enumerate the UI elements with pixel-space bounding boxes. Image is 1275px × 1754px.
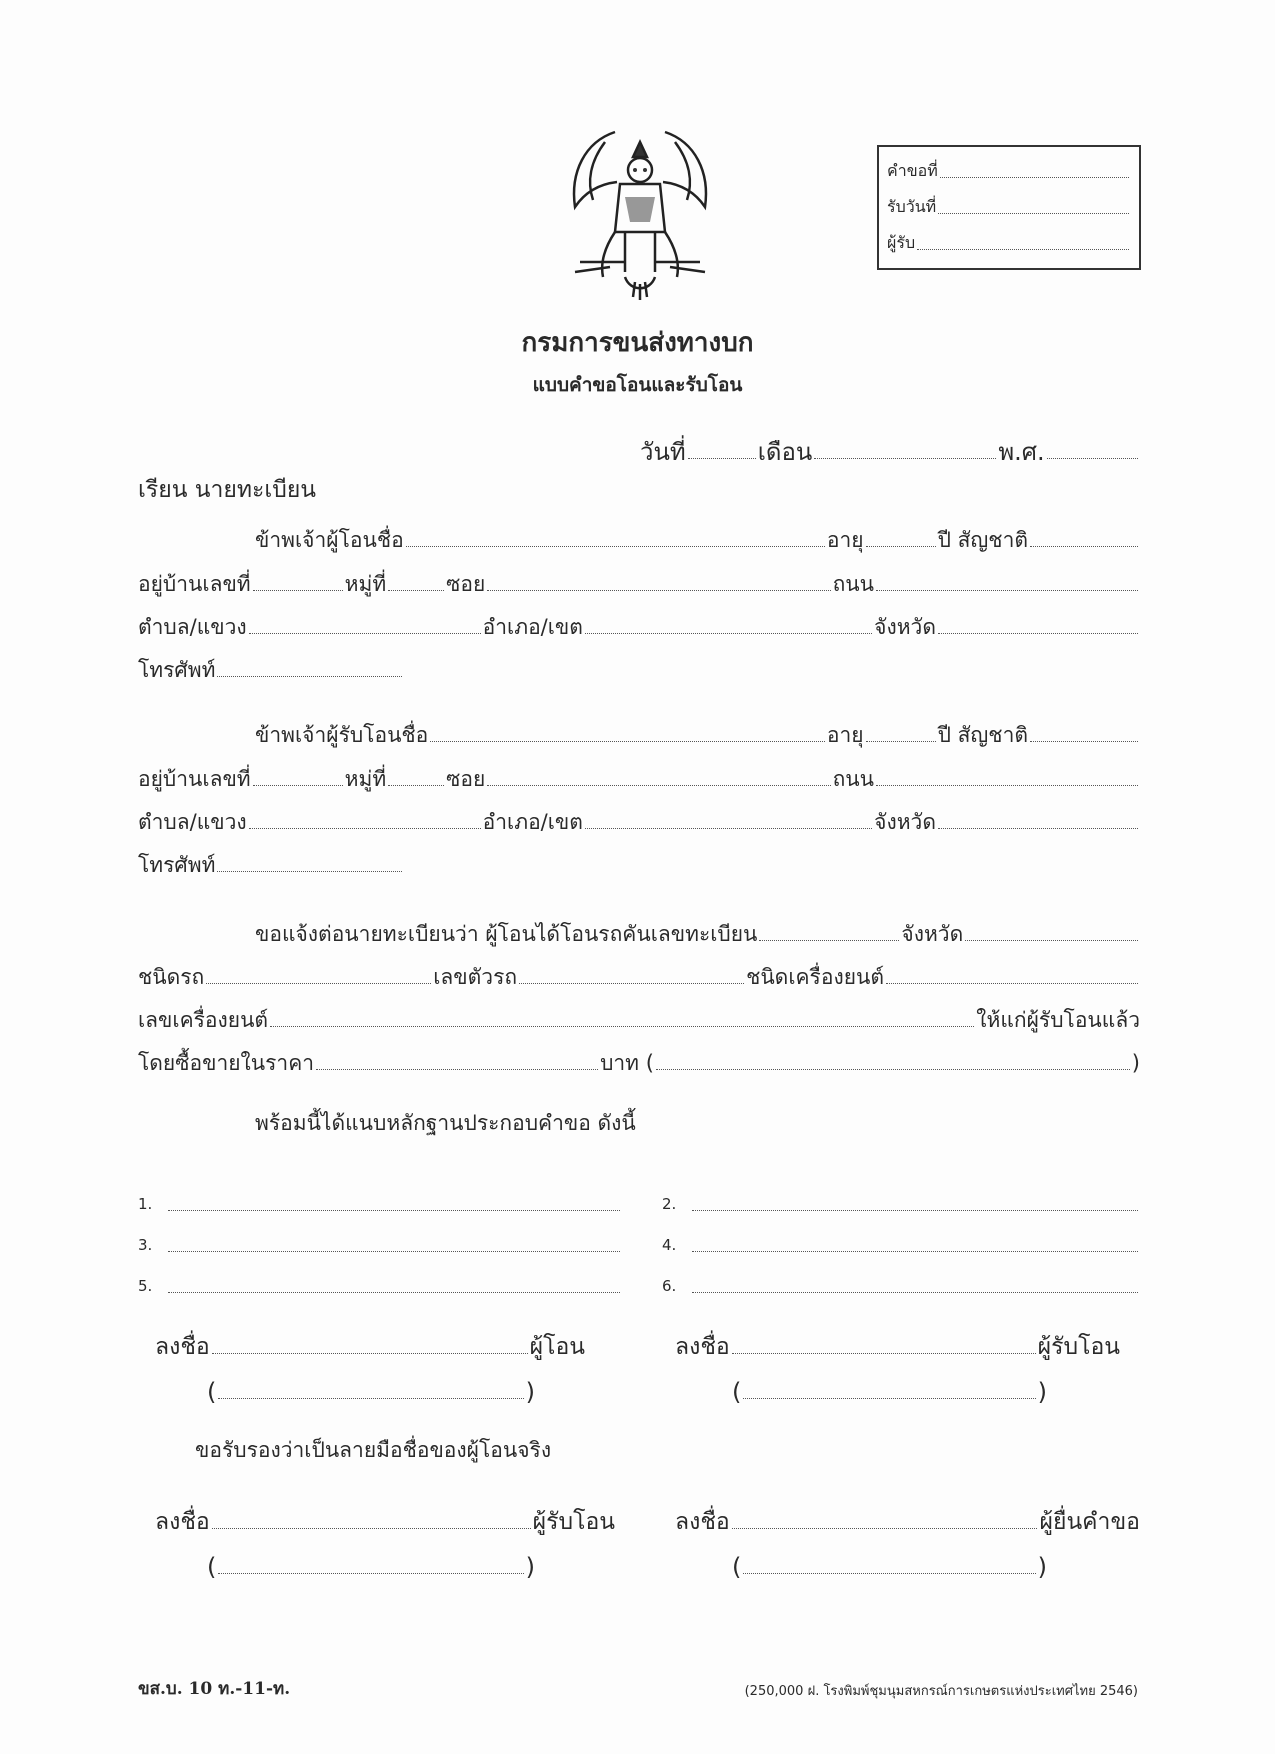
transferee-soi-field[interactable]: [487, 785, 830, 786]
transferee-open-paren: (: [732, 1378, 742, 1406]
transferee-soi-label: ซอย: [446, 767, 486, 791]
transferee-subdistrict-label: ตำบล/แขวง: [138, 810, 247, 834]
receiver-label: ผู้รับ: [887, 233, 916, 252]
print-info: (250,000 ฝ. โรงพิมพ์ชุมนุมสหกรณ์การเกษตรแห่งประเทศไทย 2546): [744, 1684, 1138, 1699]
evidence-item-5-label: 5.: [138, 1277, 153, 1295]
received-date-label: รับวันที่: [887, 197, 937, 216]
price-label: โดยซื้อขายในราคา: [138, 1051, 315, 1075]
form-code: ขส.บ. 10 ท.-11-ท.: [138, 1679, 291, 1699]
month-label: เดือน: [757, 438, 813, 466]
vehicle-province-field[interactable]: [965, 940, 1138, 941]
engine-type-label: ชนิดเครื่องยนต์: [746, 965, 884, 989]
certifier-close-paren: ): [525, 1553, 535, 1581]
certify-text: ขอรับรองว่าเป็นลายมือชื่อของผู้โอนจริง: [195, 1438, 552, 1462]
vehicle-type-field[interactable]: [206, 983, 431, 984]
transferor-nationality-field[interactable]: [1030, 546, 1138, 547]
chassis-label: เลขตัวรถ: [433, 965, 518, 989]
request-no-label: คำขอที่: [887, 161, 938, 180]
transferor-moo-field[interactable]: [388, 590, 444, 591]
transferor-sign-label: ลงชื่อ: [155, 1334, 210, 1360]
date-line: [640, 430, 1140, 464]
engine-no-field[interactable]: [270, 1026, 974, 1027]
evidence-heading: พร้อมนี้ได้แนบหลักฐานประกอบคำขอ ดังนี้: [255, 1111, 636, 1135]
transferee-road-label: ถนน: [832, 767, 874, 791]
applicant-sign-label: ลงชื่อ: [675, 1509, 730, 1535]
certifier-role-label: ผู้รับโอน: [532, 1509, 615, 1535]
evidence-item-4-label: 4.: [662, 1236, 677, 1254]
transferor-soi-label: ซอย: [446, 572, 486, 596]
price-words-field[interactable]: [656, 1069, 1130, 1070]
applicant-signature-field[interactable]: [732, 1528, 1038, 1529]
transferee-phone-field[interactable]: [217, 871, 402, 872]
transferor-road-field[interactable]: [876, 590, 1138, 591]
year-label: พ.ศ.: [998, 438, 1045, 466]
transferee-moo-label: หมู่ที่: [344, 767, 387, 791]
transferor-district-label: อำเภอ/เขต: [482, 615, 583, 639]
engine-type-field[interactable]: [886, 983, 1138, 984]
day-field[interactable]: [688, 458, 756, 459]
transferee-close-paren: ): [1037, 1378, 1047, 1406]
certifier-sign-label: ลงชื่อ: [155, 1509, 210, 1535]
receiver-field[interactable]: [917, 249, 1129, 250]
transferor-subdistrict-field[interactable]: [249, 633, 481, 634]
to-transferee-label: ให้แก่ผู้รับโอนแล้ว: [976, 1008, 1140, 1032]
transferor-signature-field[interactable]: [212, 1353, 528, 1354]
transferee-nationality-field[interactable]: [1030, 741, 1138, 742]
request-no-field[interactable]: [940, 177, 1129, 178]
transferor-printed-name-field[interactable]: [218, 1398, 523, 1399]
evidence-item-3-field[interactable]: [168, 1251, 620, 1252]
vehicle-province-label: จังหวัด: [901, 922, 964, 946]
transferor-nationality-label: ปี สัญชาติ: [937, 528, 1028, 552]
transferor-subdistrict-label: ตำบล/แขวง: [138, 615, 247, 639]
form-title: แบบคำขอโอนและรับโอน: [532, 374, 743, 396]
evidence-item-1-label: 1.: [138, 1195, 153, 1213]
transferee-moo-field[interactable]: [388, 785, 444, 786]
evidence-item-2-field[interactable]: [692, 1210, 1138, 1211]
transferor-close-paren: ): [525, 1378, 535, 1406]
plate-number-field[interactable]: [759, 940, 899, 941]
salutation: เรียน นายทะเบียน: [138, 477, 317, 503]
transferor-age-label: อายุ: [826, 528, 864, 552]
day-label: วันที่: [640, 438, 686, 466]
price-field[interactable]: [316, 1069, 598, 1070]
transferee-house-field[interactable]: [253, 785, 343, 786]
certifier-open-paren: (: [207, 1553, 217, 1581]
transferor-moo-label: หมู่ที่: [344, 572, 387, 596]
transferee-nationality-label: ปี สัญชาติ: [937, 723, 1028, 747]
month-field[interactable]: [814, 458, 996, 459]
transferor-road-label: ถนน: [832, 572, 874, 596]
transferee-house-label: อยู่บ้านเลขที่: [138, 767, 251, 791]
transferor-open-paren: (: [207, 1378, 217, 1406]
transferor-house-field[interactable]: [253, 590, 343, 591]
transferor-role-label: ผู้โอน: [529, 1334, 585, 1360]
transferor-phone-field[interactable]: [217, 676, 402, 677]
transferee-province-field[interactable]: [938, 828, 1138, 829]
evidence-item-3-label: 3.: [138, 1236, 153, 1254]
price-close-paren: ): [1131, 1051, 1140, 1075]
transferee-age-label: อายุ: [826, 723, 864, 747]
transferee-role-label: ผู้รับโอน: [1037, 1334, 1120, 1360]
vehicle-type-label: ชนิดรถ: [138, 965, 205, 989]
applicant-printed-name-field[interactable]: [743, 1573, 1035, 1574]
transferee-subdistrict-field[interactable]: [249, 828, 481, 829]
transferor-age-field[interactable]: [866, 546, 936, 547]
transferor-province-label: จังหวัด: [874, 615, 936, 639]
transferee-sign-label: ลงชื่อ: [675, 1334, 730, 1360]
garuda-emblem: [555, 112, 725, 302]
transferee-district-field[interactable]: [585, 828, 872, 829]
applicant-open-paren: (: [732, 1553, 742, 1581]
evidence-item-1-field[interactable]: [168, 1210, 620, 1211]
certifier-signature-field[interactable]: [212, 1528, 531, 1529]
certifier-printed-name-field[interactable]: [218, 1573, 523, 1574]
transferor-house-label: อยู่บ้านเลขที่: [138, 572, 251, 596]
transferee-printed-name-field[interactable]: [743, 1398, 1035, 1399]
department-title: กรมการขนส่งทางบก: [521, 328, 754, 358]
vehicle-notify-label: ขอแจ้งต่อนายทะเบียนว่า ผู้โอนได้โอนรถคันเลขทะเบียน: [255, 922, 758, 946]
evidence-item-4-field[interactable]: [692, 1251, 1138, 1252]
transferee-name-field[interactable]: [430, 741, 825, 742]
baht-label: บาท (: [600, 1051, 654, 1075]
evidence-item-6-label: 6.: [662, 1277, 677, 1295]
transferor-name-label: ข้าพเจ้าผู้โอนชื่อ: [255, 528, 404, 552]
applicant-role-label: ผู้ยื่นคำขอ: [1039, 1509, 1140, 1535]
transferor-soi-field[interactable]: [487, 590, 830, 591]
transferee-district-label: อำเภอ/เขต: [482, 810, 583, 834]
transferee-province-label: จังหวัด: [874, 810, 936, 834]
transferor-name-field[interactable]: [406, 546, 825, 547]
applicant-close-paren: ): [1037, 1553, 1047, 1581]
received-date-field[interactable]: [938, 213, 1129, 214]
evidence-item-5-field[interactable]: [168, 1292, 620, 1293]
year-field[interactable]: [1047, 458, 1138, 459]
transferor-province-field[interactable]: [938, 633, 1138, 634]
evidence-item-6-field[interactable]: [692, 1292, 1138, 1293]
transferee-phone-label: โทรศัพท์: [138, 853, 216, 877]
engine-no-label: เลขเครื่องยนต์: [138, 1008, 269, 1032]
transferor-district-field[interactable]: [585, 633, 872, 634]
transferee-road-field[interactable]: [876, 785, 1138, 786]
transferor-phone-label: โทรศัพท์: [138, 658, 216, 682]
transferee-name-label: ข้าพเจ้าผู้รับโอนชื่อ: [255, 723, 429, 747]
chassis-field[interactable]: [519, 983, 744, 984]
transferee-signature-field[interactable]: [732, 1353, 1036, 1354]
transferee-age-field[interactable]: [866, 741, 936, 742]
evidence-item-2-label: 2.: [662, 1195, 677, 1213]
office-use-box: [877, 145, 1141, 270]
